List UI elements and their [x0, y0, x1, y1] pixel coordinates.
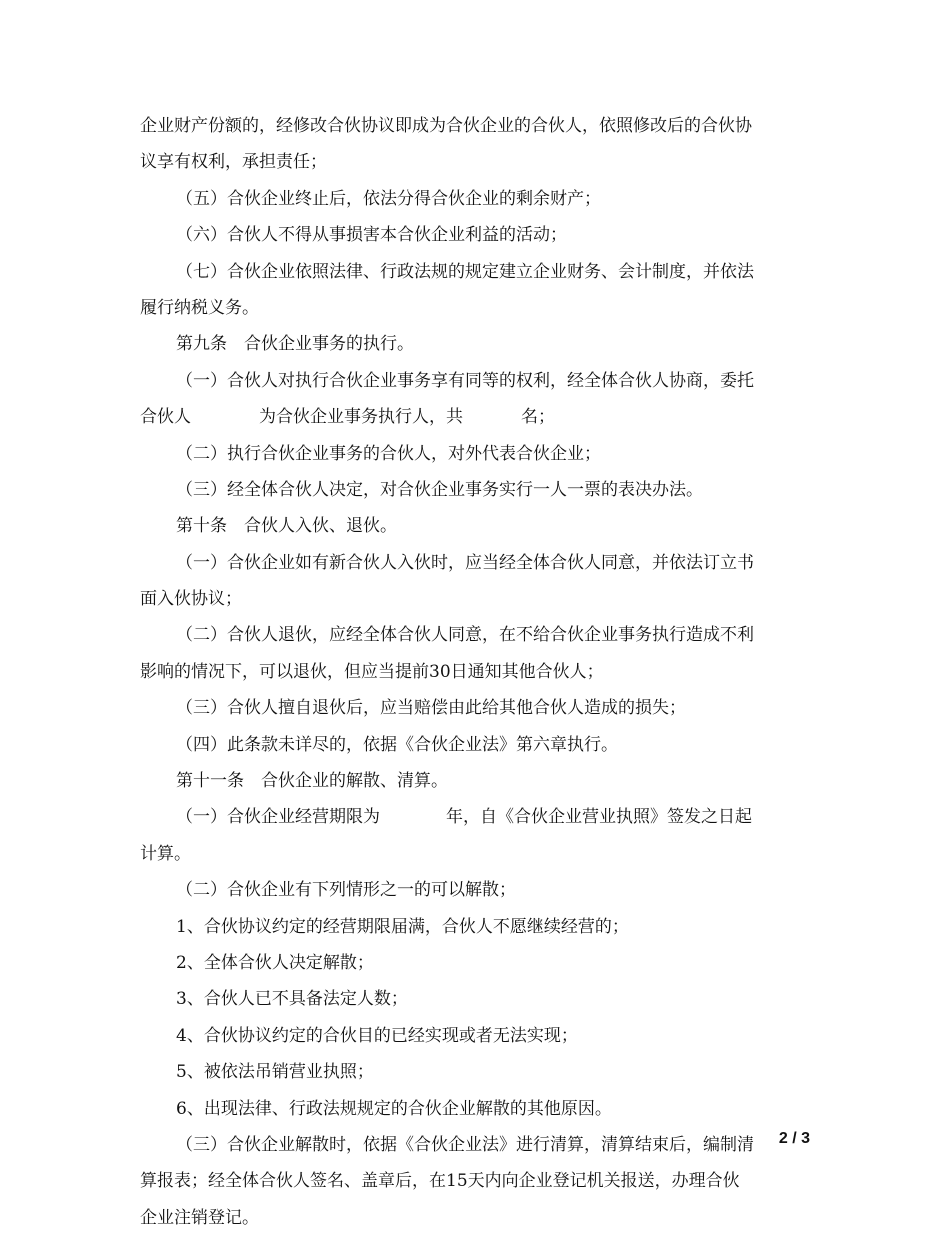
text-segment: 年，自《合伙企业营业执照》签发之日起 [446, 807, 752, 828]
clause-item: （一）合伙企业如有新合伙人入伙时，应当经全体合伙人同意，并依法订立书 [176, 552, 754, 573]
clause-item: （五）合伙企业终止后，依法分得合伙企业的剩余财产； [176, 188, 601, 209]
clause-item: （三）合伙企业解散时，依据《合伙企业法》进行清算，清算结束后，编制清 [176, 1134, 754, 1155]
clause-item: （二）执行合伙企业事务的合伙人，对外代表合伙企业； [176, 443, 601, 464]
clause-item: （三）合伙人擅自退伙后，应当赔偿由此给其他合伙人造成的损失； [176, 698, 686, 719]
paragraph-line: 企业财产份额的，经修改合伙协议即成为合伙企业的合伙人，依照修改后的合伙协 [140, 116, 752, 136]
list-item: 5、被依法吊销营业执照； [176, 1062, 374, 1083]
list-item: 1、合伙协议约定的经营期限届满，合伙人不愿继续经营的； [176, 916, 629, 937]
clause-item: （六）合伙人不得从事损害本合伙企业利益的活动； [176, 225, 567, 246]
article-heading: 第十条 合伙人入伙、退伙。 [176, 516, 397, 537]
article-heading: 第十一条 合伙企业的解散、清算。 [176, 771, 448, 792]
list-item: 6、出现法律、行政法规规定的合伙企业解散的其他原因。 [176, 1098, 612, 1119]
clause-item: （二）合伙人退伙，应经全体合伙人同意，在不给合伙企业事务执行造成不利 [176, 625, 754, 646]
text-segment: 名； [521, 407, 555, 428]
text-segment: 为合伙企业事务执行人，共 [259, 407, 463, 428]
list-item: 4、合伙协议约定的合伙目的已经实现或者无法实现； [176, 1025, 578, 1046]
text-segment: 合伙人 [140, 407, 191, 428]
article-heading: 第九条 合伙企业事务的执行。 [176, 334, 414, 355]
clause-item: （七）合伙企业依照法律、行政法规的规定建立企业财务、会计制度，并依法 [176, 261, 754, 282]
page-number: 2 / 3 [778, 1130, 810, 1147]
clause-item: （四）此条款未详尽的，依据《合伙企业法》第六章执行。 [176, 734, 618, 755]
paragraph-line: 议享有权利，承担责任； [140, 152, 327, 173]
paragraph-line [140, 399, 815, 435]
clause-item: （一）合伙人对执行合伙企业事务享有同等的权利，经全体合伙人协商，委托 [176, 370, 754, 391]
paragraph-line: 算报表；经全体合伙人签名、盖章后，在15天内向企业登记机关报送，办理合伙 [140, 1171, 740, 1192]
clause-item [140, 799, 815, 835]
paragraph-line: 面入伙协议； [140, 589, 242, 610]
list-item: 3、合伙人已不具备法定人数； [176, 989, 408, 1010]
clause-item: （三）经全体合伙人决定，对合伙企业事务实行一人一票的表决办法。 [176, 479, 703, 500]
paragraph-line: 履行纳税义务。 [140, 297, 259, 318]
document-body [140, 108, 815, 1236]
text-segment: （一）合伙企业经营期限为 [176, 807, 380, 828]
list-item: 2、全体合伙人决定解散； [176, 952, 374, 973]
paragraph-line: 影响的情况下，可以退伙，但应当提前30日通知其他合伙人； [140, 661, 604, 682]
paragraph-line: 计算。 [140, 843, 191, 864]
clause-item: （二）合伙企业有下列情形之一的可以解散； [176, 880, 516, 901]
paragraph-line: 企业注销登记。 [140, 1207, 259, 1228]
